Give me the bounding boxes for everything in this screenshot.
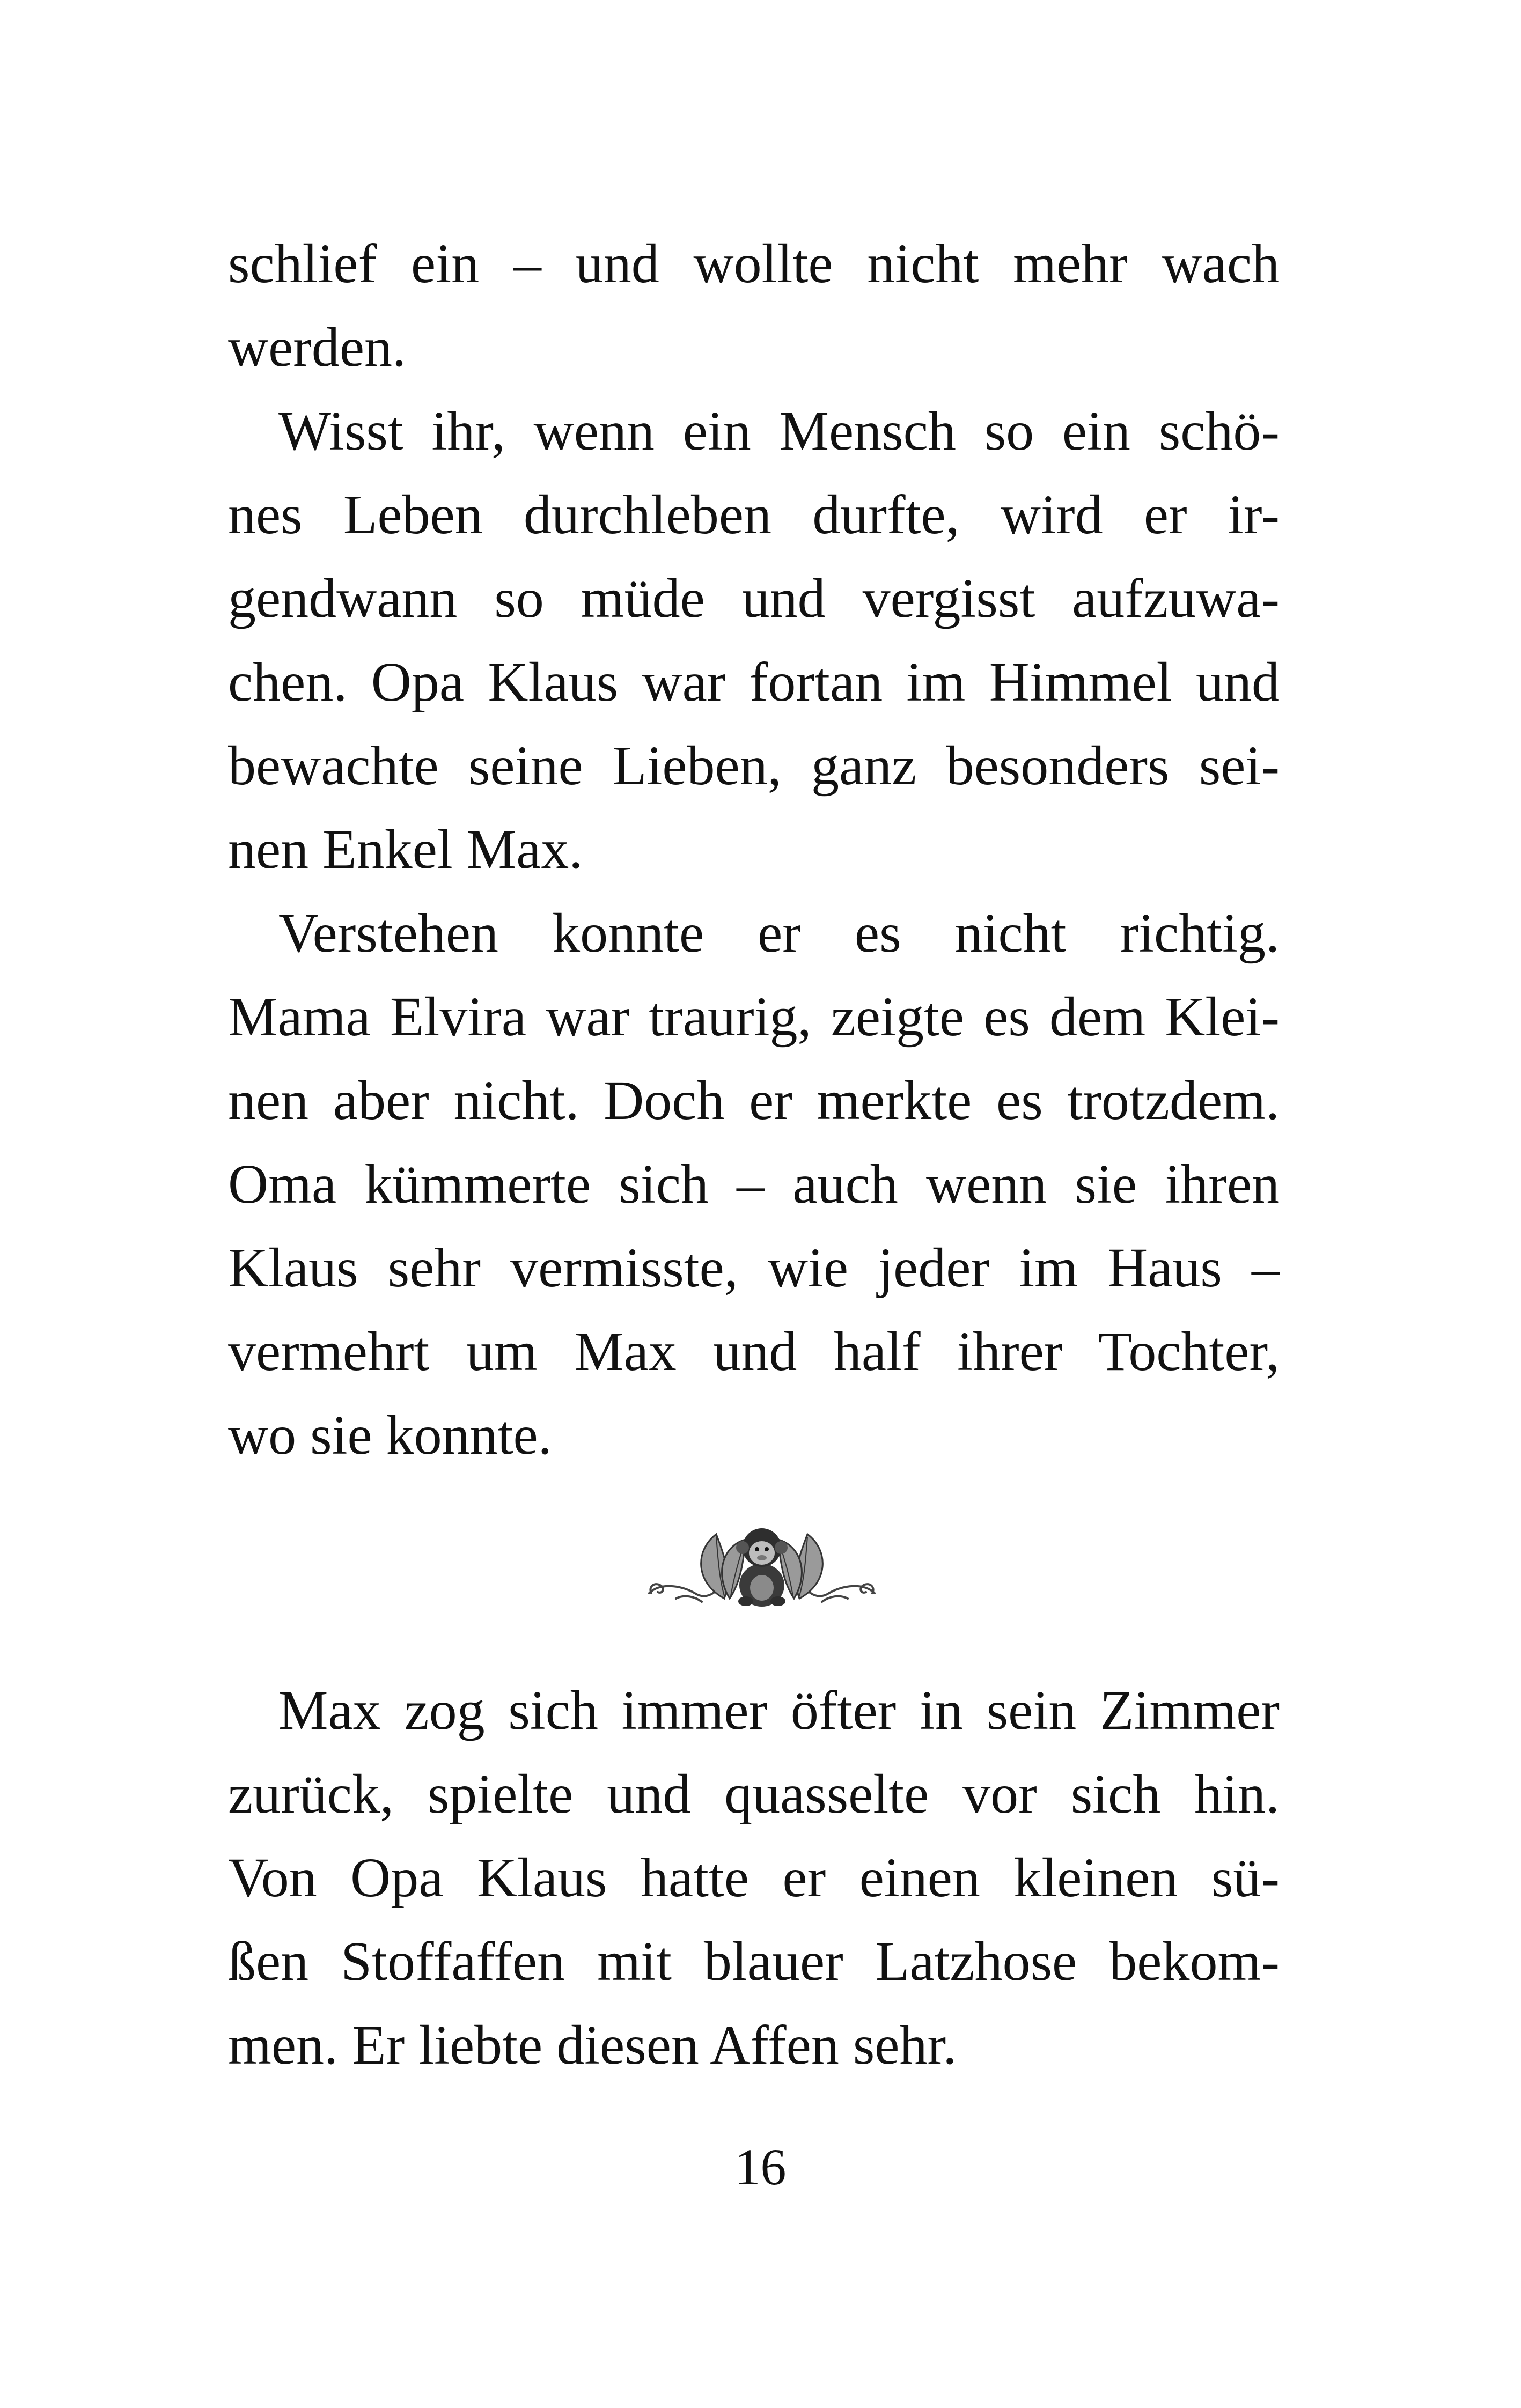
text-line: bewachte seine Lieben, ganz besonders sei- [228, 735, 1280, 797]
monkey-with-leaves-icon [644, 1518, 880, 1609]
text-line: nes Leben durchleben durfte, wird er ir- [228, 484, 1280, 546]
text-line: Mama Elvira war traurig, zeigte es dem Klei- [228, 986, 1280, 1048]
text-line: schlief ein – und wollte nicht mehr wach [228, 233, 1280, 294]
text-line: werden. [228, 316, 407, 378]
text-line: gendwann so müde und vergisst aufzuwa- [228, 568, 1280, 629]
text-line: nen aber nicht. Doch er merkte es trotzdem. [228, 1070, 1280, 1131]
page-number: 16 [734, 2138, 787, 2196]
text-line: Klaus sehr vermisste, wie jeder im Haus – [228, 1237, 1280, 1299]
text-block-bottom [228, 1669, 1280, 2087]
text-line: Max zog sich immer öfter in sein Zimmer [278, 1680, 1280, 1741]
text-line: men. Er liebte diesen Affen sehr. [228, 2014, 957, 2076]
text-line: Verstehen konnte er es nicht richtig. [278, 902, 1280, 964]
text-line: ßen Stoffaffen mit blauer Latzhose bekom- [228, 1931, 1280, 1992]
text-line: Oma kümmerte sich – auch wenn sie ihren [228, 1153, 1280, 1215]
text-line: Von Opa Klaus hatte er einen kleinen sü- [228, 1847, 1280, 1909]
text-line: chen. Opa Klaus war fortan im Himmel und [228, 651, 1280, 713]
text-line: zurück, spielte und quasselte vor sich hin. [228, 1763, 1280, 1825]
text-line: nen Enkel Max. [228, 819, 583, 880]
text-line: Wisst ihr, wenn ein Mensch so ein schö- [278, 400, 1280, 462]
text-line: wo sie konnte. [228, 1404, 552, 1466]
text-line: vermehrt um Max und half ihrer Tochter, [228, 1321, 1280, 1382]
text-block-top [228, 222, 1280, 1477]
